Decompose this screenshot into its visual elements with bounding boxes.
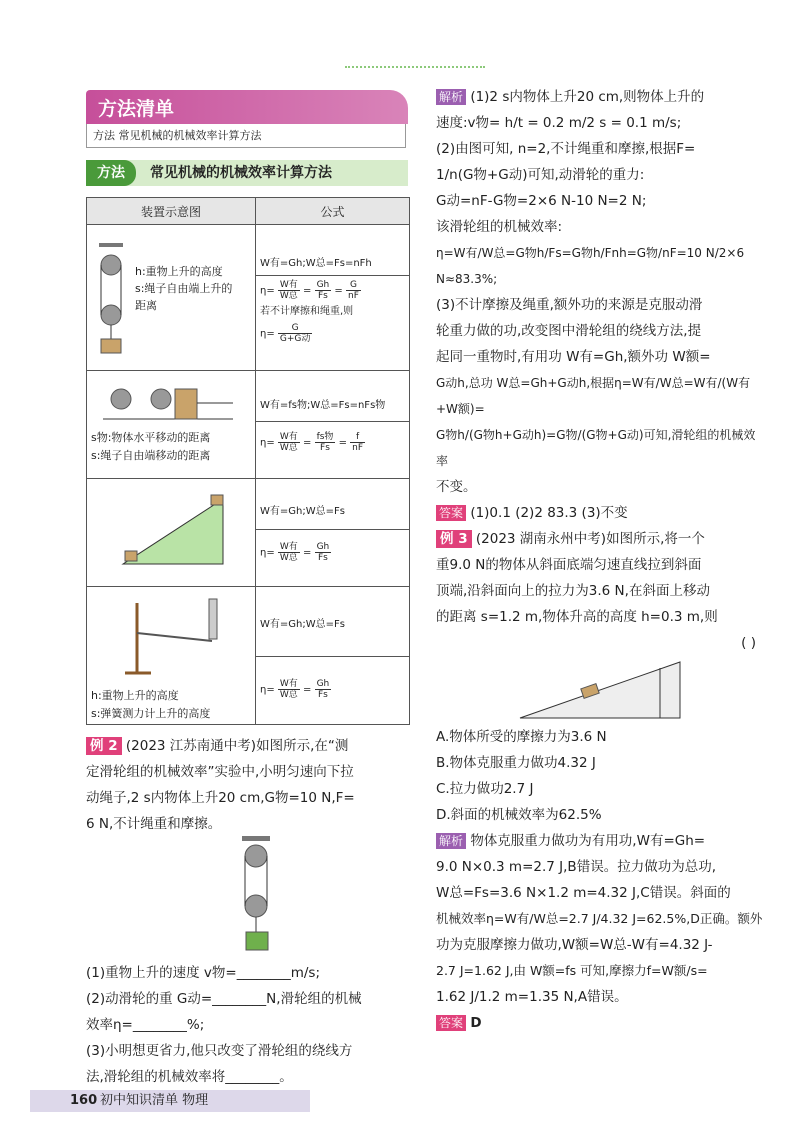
an2-l8: (3)不计摩擦及绳重,额外功的来源是克服动滑	[436, 297, 703, 313]
lever-figure	[117, 593, 267, 683]
ex3-paren: ( )	[741, 635, 756, 651]
frac-d: $\frac{G}{\text{G+G动}}$	[279, 322, 311, 344]
ex2-q2: (2)动滑轮的重 G动=________N,滑轮组的机械	[86, 991, 362, 1007]
an2-l5: G动=nF-G物=2×6 N-10 N=2 N;	[436, 193, 647, 209]
table-header-formula: 公式	[256, 198, 410, 225]
book-title: 初中知识清单 物理	[100, 1093, 209, 1108]
answer2-tag: 答案	[436, 505, 466, 521]
eta-label: η=	[260, 285, 275, 296]
method-list-subtitle: 方法 常见机械的机械效率计算方法	[86, 124, 406, 148]
ex3-incline-figure	[510, 648, 690, 722]
ex3-optC: C.拉力做功2.7 J	[436, 781, 534, 797]
an2-l11: G动h,总功 W总=Gh+G动h,根据η=W有/W总=W有/(W有+W额)=	[436, 376, 751, 416]
pulley-diagram-cell	[87, 225, 256, 371]
method-list-title: 方法清单	[98, 98, 175, 120]
an2-l1: (1)2 s内物体上升20 cm,则物体上升的	[470, 89, 705, 105]
an3-l4: 机械效率η=W有/W总=2.7 J/4.32 J=62.5%,D正确。额外	[436, 911, 763, 926]
ex2-line1: (2023 江苏南通中考)如图所示,在“测	[125, 738, 349, 754]
lever-cell	[87, 587, 256, 725]
example2-block	[86, 733, 416, 837]
method-title: 常见机械的机械效率计算方法	[150, 165, 332, 181]
ex2-line2: 定滑轮组的机械效率”实验中,小明匀速向下拉	[86, 764, 354, 780]
answer2-text: (1)0.1 (2)2 83.3 (3)不变	[470, 505, 628, 521]
an2-l2: 速度:v物= h/t = 0.2 m/2 s = 0.1 m/s;	[436, 115, 682, 131]
condition: 若不计摩擦和绳重,则	[260, 305, 354, 317]
ex3-l3: 顶端,沿斜面向上的拉力为3.6 N,在斜面上移动	[436, 583, 710, 599]
note-s-rope: s:绳子自由端移动的距离	[91, 449, 211, 462]
an2-l7: η=W有/W总=G物h/Fs=G物h/Fnh=G物/nF=10 N/2×6 N≈83.3%;	[436, 246, 745, 286]
ex3-optB: B.物体克服重力做功4.32 J	[436, 755, 596, 771]
lever-note-s: s:弹簧测力计上升的高度	[91, 707, 211, 720]
horizontal-pulley-figure	[93, 375, 243, 425]
note-s-obj: s物:物体水平移动的距离	[91, 431, 211, 444]
an2-l3: (2)由图可知, n=2,不计绳重和摩擦,根据F=	[436, 141, 696, 157]
answer3-tag: 答案	[436, 1015, 466, 1031]
example3-tag: 例 3	[436, 530, 472, 548]
example2-tag: 例 2	[86, 737, 122, 755]
an2-l4: 1/n(G物+G动)可知,动滑轮的重力:	[436, 167, 645, 183]
frac-c: $\frac{G}{nF}$	[348, 279, 359, 301]
ex2-pulley-figure	[232, 836, 282, 956]
lever-note-h: h:重物上升的高度	[91, 689, 179, 702]
pulley-formula-cell: W有=Gh;W总=Fs=nFh η= $\frac{\text{W有}}{\text{W总}}$ = $\frac{Gh}{Fs}$ = $\frac{G}{nF}$ 若不计摩擦和绳重,则 η= $\frac{G}{\text{G+G动}}$	[256, 225, 410, 371]
top-dots	[345, 66, 485, 68]
horizontal-pulley-cell	[87, 371, 256, 479]
table-header-diagram: 装置示意图	[87, 198, 256, 225]
formula-row1a: W有=Gh;W总=Fs=nFh	[256, 248, 409, 276]
ex2-q3b: 法,滑轮组的机械效率将________。	[86, 1069, 293, 1085]
an3-l3: W总=Fs=3.6 N×1.2 m=4.32 J,C错误。斜面的	[436, 885, 731, 901]
formula-row4a: W有=Gh;W总=Fs	[256, 589, 409, 657]
an3-l2: 9.0 N×0.3 m=2.7 J,B错误。拉力做功为总功,	[436, 859, 716, 875]
an3-l5: 功为克服摩擦力做功,W额=W总-W有=4.32 J-	[436, 937, 713, 953]
an2-l6: 该滑轮组的机械效率:	[436, 219, 563, 235]
analysis2-tag: 解析	[436, 89, 466, 105]
incline-figure	[93, 489, 243, 579]
ex2-q3: (3)小明想更省力,他只改变了滑轮组的绕线方	[86, 1043, 353, 1059]
frac-a: $\frac{\text{W有}}{\text{W总}}$	[279, 279, 298, 301]
an3-l6: 2.7 J=1.62 J,由 W额=fs 可知,摩擦力f=W额/s=	[436, 963, 708, 978]
method-tag: 方法	[86, 160, 136, 186]
ex2-q2b: 效率η=________%;	[86, 1017, 205, 1033]
analysis3-tag: 解析	[436, 833, 466, 849]
ex2-q1: (1)重物上升的速度 v物=________m/s;	[86, 965, 320, 981]
ex2-line3: 动绳子,2 s内物体上升20 cm,G物=10 N,F=	[86, 790, 355, 806]
ex3-l4: 的距离 s=1.2 m,物体升高的高度 h=0.3 m,则	[436, 609, 718, 625]
an2-l9: 轮重力做的功,改变图中滑轮组的绕线方法,提	[436, 323, 702, 339]
formula-row2a: W有=fs物;W总=Fs=nFs物	[256, 386, 409, 422]
ex3-optA: A.物体所受的摩擦力为3.6 N	[436, 729, 607, 745]
an2-l10: 起同一重物时,有用功 W有=Gh,额外功 W额=	[436, 349, 711, 365]
ex3-optD: D.斜面的机械效率为62.5%	[436, 807, 602, 823]
ex3-l2: 重9.0 N的物体从斜面底端匀速直线拉到斜面	[436, 557, 702, 573]
analysis2-block	[436, 84, 766, 656]
pulley-figure	[91, 243, 131, 358]
method-list-banner	[86, 90, 408, 124]
note-s: s:绳子自由端上升的距离	[135, 282, 233, 312]
an3-l1: 物体克服重力做功为有用功,W有=Gh=	[470, 833, 706, 849]
page-number: 160	[70, 1093, 98, 1108]
ex2-line4: 6 N,不计绳重和摩擦。	[86, 816, 222, 832]
incline-cell	[87, 479, 256, 587]
note-h: h:重物上升的高度	[135, 265, 223, 278]
frac-b: $\frac{Gh}{Fs}$	[316, 279, 330, 301]
example2-questions	[86, 960, 416, 1090]
incline-formula-cell: W有=Gh;W总=Fs η= $\frac{\text{W有}}{\text{W总}}$ = $\frac{Gh}{Fs}$	[256, 479, 410, 587]
horizontal-formula-cell: W有=fs物;W总=Fs=nFs物 η= $\frac{\text{W有}}{\text{W总}}$ = $\frac{\text{fs物}}{Fs}$ = $\frac{f}{nF}$	[256, 371, 410, 479]
ex3-l1: (2023 湖南永州中考)如图所示,将一个	[475, 531, 705, 547]
example3-options	[436, 724, 766, 1036]
an2-l13: 不变。	[436, 479, 477, 495]
method-table	[86, 197, 410, 725]
formula-row3a: W有=Gh;W总=Fs	[256, 490, 409, 530]
an2-l12: G物h/(G物h+G动h)=G物/(G物+G动)可知,滑轮组的机械效率	[436, 428, 756, 468]
answer3-text: D	[470, 1015, 482, 1031]
an3-l7: 1.62 J/1.2 m=1.35 N,A错误。	[436, 989, 628, 1005]
lever-formula-cell: W有=Gh;W总=Fs η= $\frac{\text{W有}}{\text{W总}}$ = $\frac{Gh}{Fs}$	[256, 587, 410, 725]
